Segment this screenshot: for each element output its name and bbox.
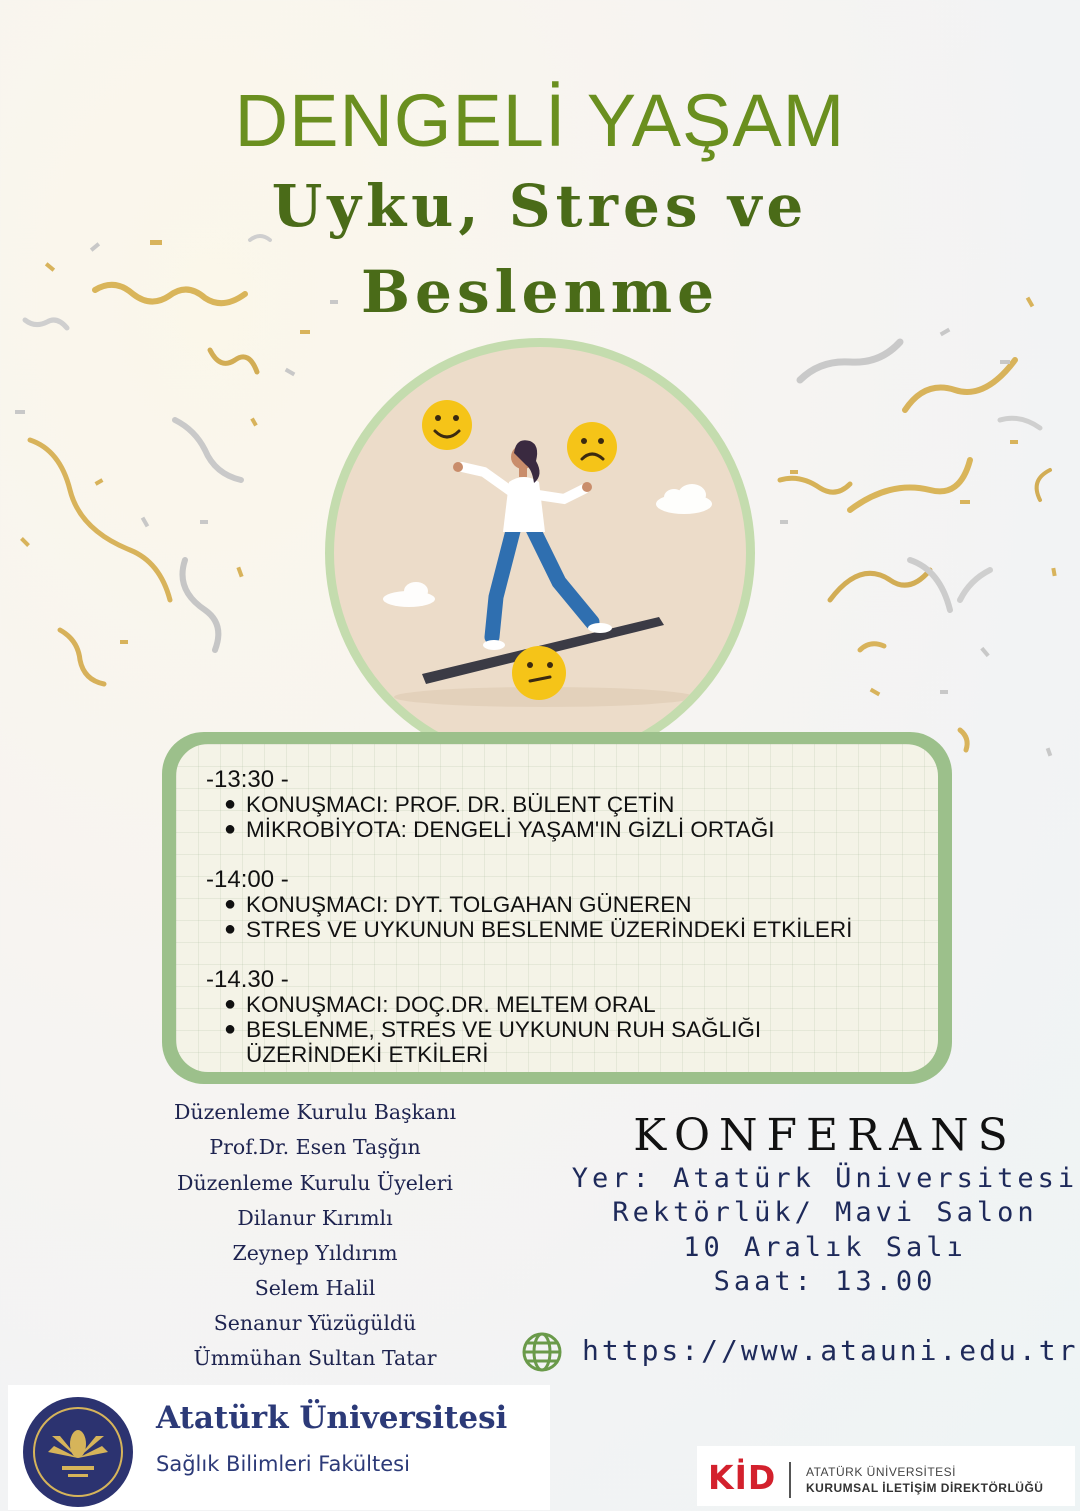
happy-face-icon [422,400,472,450]
globe-icon [521,1331,563,1373]
kid-institution-line1: ATATÜRK ÜNİVERSİTESİ [806,1465,957,1479]
schedule-topic-3: BESLENME, STRES VE UYKUNUN RUH SAĞLIĞI ÜZERİNDEKİ ETKİLERİ [246,1017,762,1067]
schedule-topic-2: STRES VE UYKUNUN BESLENME ÜZERİNDEKİ ETKİLERİ [246,917,853,942]
kid-divider [789,1462,791,1498]
committee-member: Dilanur Kırımlı [237,1206,393,1230]
organizing-committee-chair-title: Düzenleme Kurulu Başkanı [173,1100,457,1124]
conference-location-line1: Yer: Atatürk Üniversitesi [571,1163,1079,1194]
bullet-icon: ● [224,1018,237,1040]
organizing-committee-members-title: Düzenleme Kurulu Üyeleri [177,1171,453,1195]
schedule-speaker-1: KONUŞMACI: PROF. DR. BÜLENT ÇETİN [246,792,675,817]
committee-member: Senanur Yüzügüldü [213,1311,417,1335]
university-seal-icon [22,1396,134,1508]
poster-subtitle-line2: Beslenme [361,258,719,326]
bullet-icon: ● [224,818,237,840]
neutral-face-icon [512,646,566,700]
conference-time: Saat: 13.00 [713,1266,937,1297]
conference-heading: KONFERANS [633,1110,1017,1161]
schedule-speaker-2: KONUŞMACI: DYT. TOLGAHAN GÜNEREN [246,892,692,917]
faculty-name: Sağlık Bilimleri Fakültesi [156,1452,410,1476]
committee-member: Zeynep Yıldırım [232,1241,398,1265]
schedule-topic-1: MİKROBİYOTA: DENGELİ YAŞAM'IN GİZLİ ORTAĞI [246,817,775,842]
kid-logo: KİD [708,1458,777,1497]
kid-institution-line2: KURUMSAL İLETİŞİM DİREKTÖRLÜĞÜ [806,1481,1044,1495]
schedule-time-1: -13:30 - [206,766,289,793]
conference-date: 10 Aralık Salı [683,1232,967,1263]
balance-illustration [325,338,755,768]
poster-subtitle-line1: Uyku, Stres ve [271,172,809,240]
committee-member: Ümmühan Sultan Tatar [193,1346,437,1370]
university-name: Atatürk Üniversitesi [156,1400,508,1436]
poster-title: DENGELİ YAŞAM [234,79,846,162]
bullet-icon: ● [224,918,237,940]
bullet-icon: ● [224,993,237,1015]
balancing-woman-illustration [334,347,746,759]
conference-location-line2: Rektörlük/ Mavi Salon [612,1197,1038,1228]
schedule-time-3: -14.30 - [206,966,289,993]
organizing-committee-chair-name: Prof.Dr. Esen Taşğın [209,1135,421,1159]
schedule-speaker-3: KONUŞMACI: DOÇ.DR. MELTEM ORAL [246,992,656,1017]
website-link[interactable]: https://www.atauni.edu.tr [582,1334,1079,1367]
bullet-icon: ● [224,893,237,915]
schedule-time-2: -14:00 - [206,866,289,893]
committee-member: Selem Halil [254,1276,376,1300]
sad-face-icon [567,422,617,472]
bullet-icon: ● [224,793,237,815]
